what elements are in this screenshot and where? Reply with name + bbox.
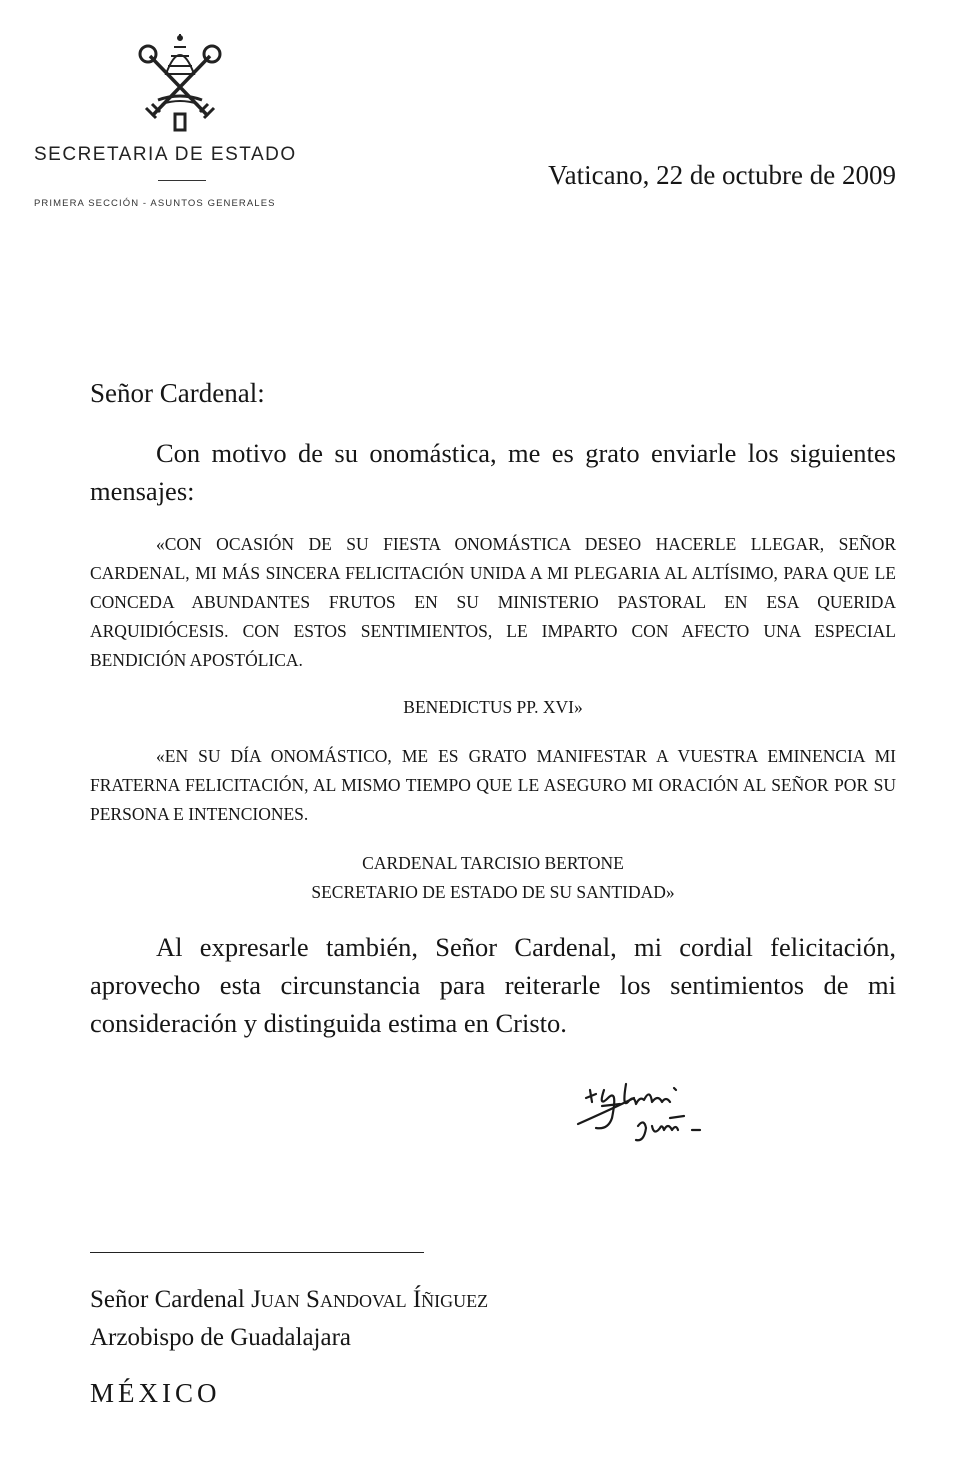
secretary-signature-title: SECRETARIO DE ESTADO DE SU SANTIDAD»	[311, 882, 675, 902]
closing-paragraph: Al expresarle también, Señor Cardenal, mi cordial felicitación, aprovecho esta circunstancia para reiterarle los sentimientos de mi consideración y distinguida estima en Cristo.	[90, 932, 896, 1038]
papal-emblem-icon	[128, 34, 232, 134]
recipient-name: Juan Sandoval Íñiguez	[251, 1286, 489, 1313]
recipient-name-line	[90, 1286, 488, 1314]
pope-message: «CON OCASIÓN DE SU FIESTA ONOMÁSTICA DESEO HACERLE LLEGAR, SEÑOR CARDENAL, MI MÁS SINCERA FELICITACIÓN UNIDA A MI PLEGARIA AL ALTÍSIMO, PARA QUE LE CONCEDA ABUNDANTES FRUTOS EN SU MINISTERIO PASTORAL EN ESA QUERIDA ARQUIDIÓCESIS. CON ESTOS SENTIMIENTOS, LE IMPARTO CON AFECTO UNA ESPECIAL BENDICIÓN APOSTÓLICA.	[90, 534, 896, 670]
pope-signature: BENEDICTUS PP. XVI»	[403, 697, 583, 717]
salutation: Señor Cardenal:	[90, 378, 265, 408]
date-line: Vaticano, 22 de octubre de 2009	[548, 160, 896, 190]
recipient-country: MÉXICO	[90, 1378, 221, 1408]
letterhead-section: PRIMERA SECCIÓN - ASUNTOS GENERALES	[34, 198, 276, 209]
recipient-prefix: Señor Cardenal	[90, 1286, 252, 1313]
recipient-title: Arzobispo de Guadalajara	[90, 1324, 351, 1351]
address-divider	[90, 1252, 424, 1253]
intro-paragraph: Con motivo de su onomástica, me es grato enviarle los siguientes mensajes:	[90, 438, 896, 506]
letterhead-office: SECRETARIA DE ESTADO	[34, 144, 297, 165]
letterhead-divider	[158, 180, 206, 181]
secretary-message: «EN SU DÍA ONOMÁSTICO, ME ES GRATO MANIFESTAR A VUESTRA EMINENCIA MI FRATERNA FELICITACIÓN, AL MISMO TIEMPO QUE LE ASEGURO MI ORACIÓN AL SEÑOR POR SU PERSONA E INTENCIONES.	[90, 746, 896, 824]
secretary-signature-name: CARDENAL TARCISIO BERTONE	[362, 853, 624, 873]
handwritten-signature	[574, 1068, 724, 1158]
